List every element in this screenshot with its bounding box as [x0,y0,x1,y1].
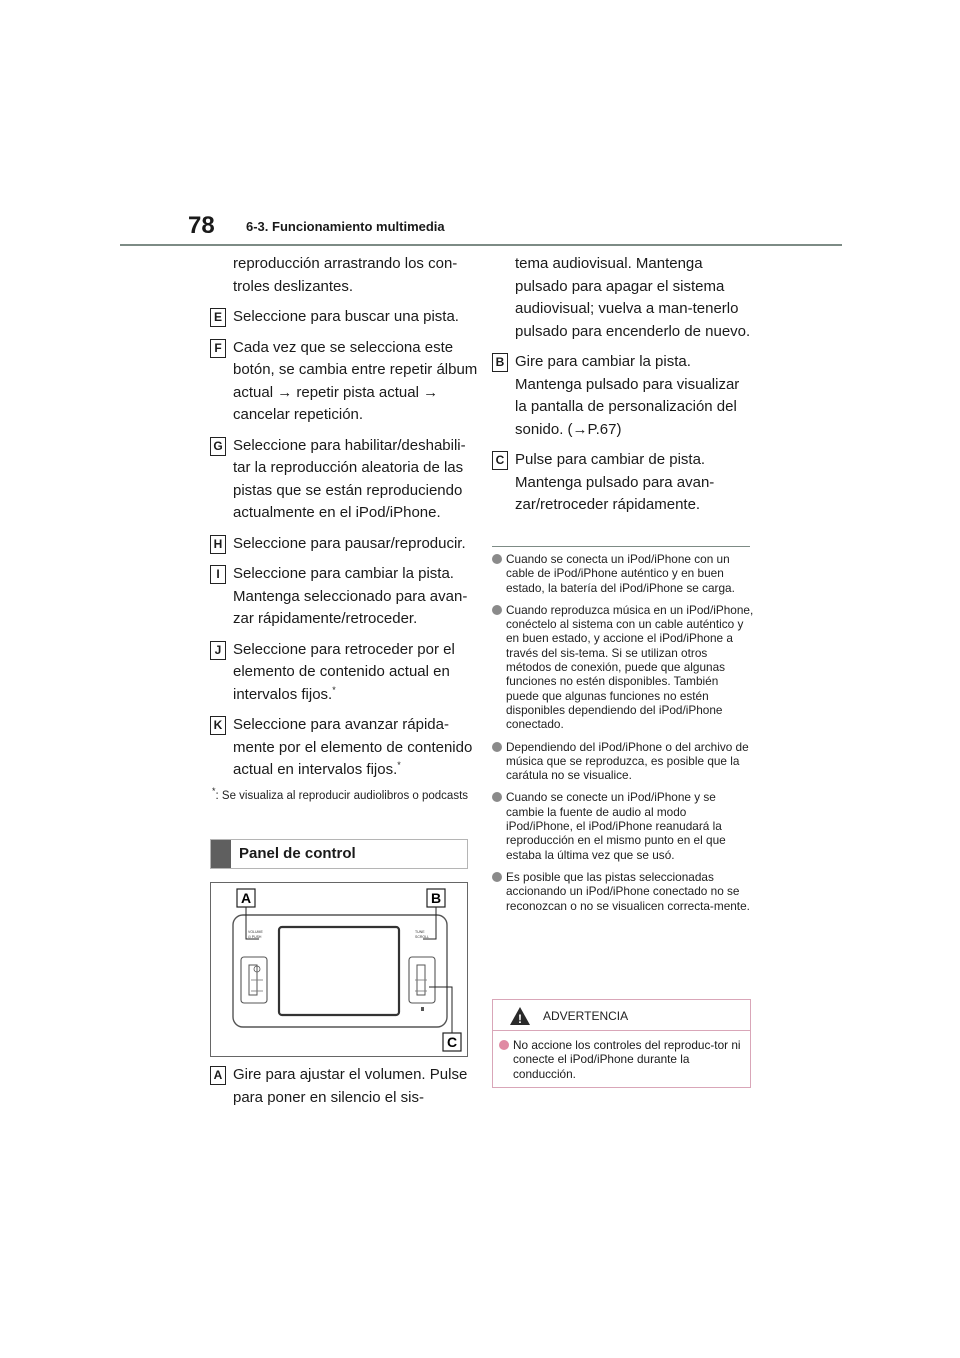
item-a-continuation: tema audiovisual. Mantenga pulsado para apagar el sistema audiovisual; vuelva a man-tenerlo pulsado para encenderlo de nuevo. [515,255,751,340]
list-item [210,533,478,556]
note-item [492,603,754,732]
footnote-text: : Se visualiza al reproducir audiolibros o podcasts [215,789,469,802]
panel-heading [210,839,468,869]
notes-divider [492,546,750,547]
item-text: Seleccione para buscar una pista. [233,308,459,325]
item-label: F [210,339,226,358]
note-item [492,552,754,595]
item-label: B [492,353,508,372]
bullet-icon [492,872,502,882]
warning-title: ADVERTENCIA [543,1009,629,1023]
item-text: Seleccione para avanzar rápida-mente por el elemento de contenido actual en intervalos fijos. [233,716,473,778]
footnote-mark: * [212,785,216,796]
head-unit-illustration [211,883,467,1056]
item-text: Gire para ajustar el volumen. Pulse para poner en silencio el sis- [233,1066,468,1106]
right-column [492,253,754,517]
list-item [210,435,478,525]
item-label: G [210,437,226,456]
panel-title: Panel de control [239,845,356,862]
bullet-icon [492,554,502,564]
note-text: Cuando se conecta un iPod/iPhone con un cable de iPod/iPhone auténtico y en buen estado, la batería del iPod/iPhone se carga. [506,552,735,595]
warning-text: No accione los controles del reproduc-tor ni conecte el iPod/iPhone durante la conducción. [513,1038,741,1081]
header-rule [120,244,842,246]
warning-body [499,1038,745,1081]
list-item [210,1064,478,1109]
item-label: A [210,1066,226,1085]
callout-c: C [446,1034,458,1050]
list-item [210,639,478,707]
item-text: Seleccione para habilitar/deshabili-tar la reproducción aleatoria de las pistas que se están reproduciendo actualmente en el iPod/iPhone. [233,436,466,521]
note-text: Cuando se conecte un iPod/iPhone y se cambie la fuente de audio al modo iPod/iPhone, el iPod/iPhone reanudará la reproducción en el mismo punto en el que estaba la última vez que se usó. [506,790,726,862]
note-item [492,870,754,913]
item-label: C [492,451,508,470]
volume-knob-label: VOLUME [248,930,263,934]
callout-a: A [240,890,252,906]
page-number: 78 [188,212,215,239]
item-text: Seleccione para cambiar la pista. Mantenga seleccionado para avan-zar rápidamente/retroceder. [233,565,468,627]
list-item [210,306,478,329]
item-label: I [210,565,226,584]
heading-bar [211,840,231,868]
warning-icon [509,1006,531,1026]
warning-header [493,1000,750,1031]
bullet-icon [499,1040,509,1050]
intro-text: reproducción arrastrando los con-troles deslizantes. [233,255,458,295]
note-text: Dependiendo del iPod/iPhone o del archivo de música que se reproduzca, es posible que la carátula no se visualice. [506,739,749,783]
tune-knob-sublabel: SCROLL [415,935,430,939]
item-label: E [210,308,226,327]
item-label: J [210,641,226,660]
item-label: H [210,535,226,554]
callout-b: B [430,890,442,906]
item-text: Pulse para cambiar de pista. Mantenga pulsado para avan-zar/retroceder rápidamente. [515,451,715,513]
note-text: Es posible que las pistas seleccionadas accionando un iPod/iPhone conectado no se reconozcan o no se visualicen correcta-mente. [506,869,750,913]
list-item [492,351,754,441]
list-item [210,563,478,631]
note-item [492,740,754,783]
list-item [210,714,478,782]
left-column [210,253,478,806]
tune-knob-label: TUNE [415,930,425,934]
section-title: 6-3. Funcionamiento multimedia [246,219,445,234]
note-item [492,790,754,861]
footnote [210,786,478,806]
footnote-asterisk: * [332,684,336,695]
note-text: Cuando reproduzca música en un iPod/iPhone, conéctelo al sistema con un cable auténtico y en buen estado, y accione el iPod/iPhone a través del sis-tema. Si se utilizan otros métodos de conexión, puede que algunas funciones no estén disponibles. También puede que algunas funciones no estén disponibles dependiendo del iPod/iPhone conectado. [506,602,754,732]
list-item [492,449,754,517]
notes-list [492,552,754,921]
bullet-icon [492,792,502,802]
item-text: Gire para cambiar la pista. Mantenga pulsado para visualizar la pantalla de personalización del sonido. (→P.67) [515,353,740,438]
bullet-icon [492,605,502,615]
control-panel-figure [210,882,468,1057]
item-text: Seleccione para pausar/reproducir. [233,534,466,552]
warning-icon-glyph: ! [518,1012,522,1026]
item-a-block [210,1064,478,1109]
footnote-asterisk: * [397,760,401,770]
volume-knob-sublabel: ⏻ PUSH [248,935,262,939]
item-text: Seleccione para retroceder por el elemento de contenido actual en intervalos fijos. [233,640,455,703]
warning-box [492,999,751,1088]
bullet-icon [492,742,502,752]
list-item [210,337,478,427]
item-text: Cada vez que se selecciona este botón, se cambia entre repetir álbum actual → repetir pista actual → cancelar repetición. [233,338,478,423]
item-label: K [210,716,226,735]
